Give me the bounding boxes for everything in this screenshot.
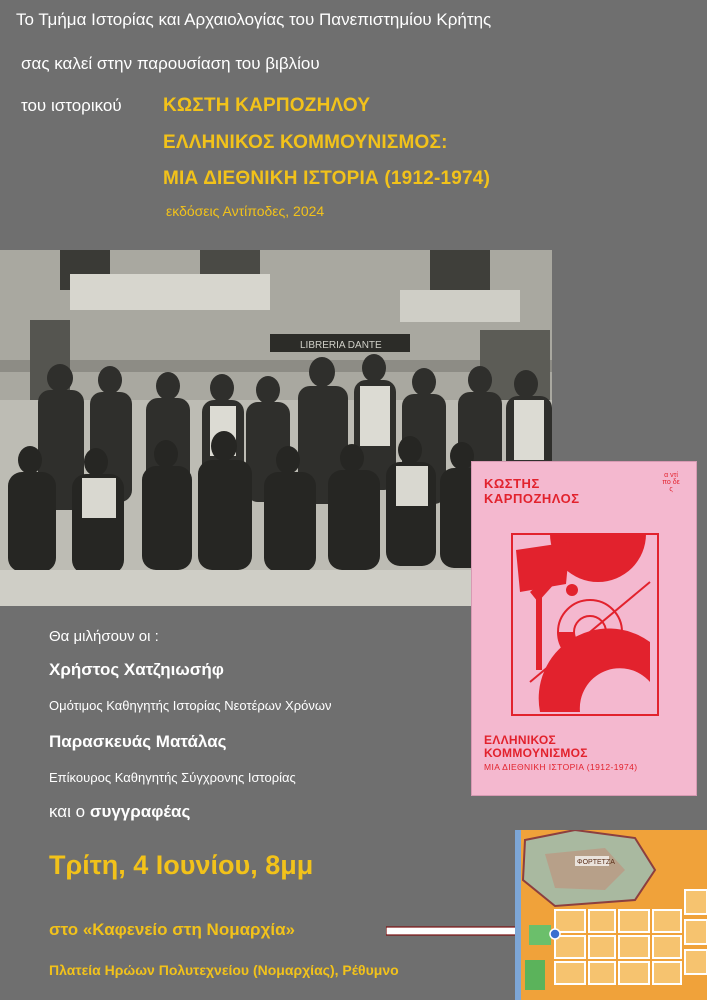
location-map: [515, 830, 707, 1000]
cover-title-line-2: ΚΟΜΜΟΥΝΙΣΜΟΣ: [484, 746, 588, 760]
speaker-1-role: Ομότιμος Καθηγητής Ιστορίας Νεοτέρων Χρόνων: [49, 698, 332, 713]
book-cover: [472, 462, 696, 795]
publisher-logo: α ντί πο δε ς: [662, 472, 680, 493]
closing-line: [49, 802, 190, 822]
book-title-line-1: ΕΛΛΗΝΙΚΟΣ ΚΟΜΜΟΥΝΙΣΜΟΣ:: [163, 132, 448, 153]
book-title-line-2: ΜΙΑ ΔΙΕΘΝΙΚΗ ΙΣΤΟΡΙΑ (1912-1974): [163, 168, 491, 189]
event-date: Τρίτη, 4 Ιουνίου, 8μμ: [49, 850, 314, 880]
cover-constructivist-art: [510, 532, 660, 717]
historical-group-photo: [0, 250, 552, 606]
intro-line-2: σας καλεί στην παρουσίαση του βιβλίου: [21, 54, 320, 73]
speaker-1-name: Χρήστος Χατζηιωσήφ: [49, 660, 224, 679]
map-fortress-label: ΦΟΡΤΕΤΖΑ: [577, 859, 615, 866]
cover-subtitle: ΜΙΑ ΔΙΕΘΝΙΚΗ ΙΣΤΟΡΙΑ (1912-1974): [484, 762, 638, 772]
closing-bold: συγγραφέας: [89, 802, 191, 821]
photo-shop-sign: LIBRERIA DANTE: [300, 340, 382, 351]
book-publisher: εκδόσεις Αντίποδες, 2024: [166, 203, 325, 219]
cover-title-line-1: ΕΛΛΗΝΙΚΟΣ: [484, 733, 557, 747]
speaker-2-role: Επίκουρος Καθηγητής Σύγχρονης Ιστορίας: [49, 770, 296, 785]
speakers-label: Θα μιλήσουν οι :: [49, 628, 159, 645]
event-venue: στο «Καφενείο στη Νομαρχία»: [49, 920, 295, 939]
cover-title: [484, 734, 588, 760]
closing-prefix: και ο: [49, 802, 86, 821]
cover-author: [484, 476, 580, 506]
intro-line-3-prefix: του ιστορικού: [21, 96, 122, 115]
speaker-2-name: Παρασκευάς Ματάλας: [49, 732, 227, 751]
cover-author-line-1: ΚΩΣΤΗΣ: [484, 476, 540, 491]
event-address: Πλατεία Ηρώων Πολυτεχνείου (Νομαρχίας), Ρέθυμνο: [49, 962, 399, 978]
intro-line-1: Το Τμήμα Ιστορίας και Αρχαιολογίας του Πανεπιστημίου Κρήτης: [16, 10, 492, 29]
book-author: ΚΩΣΤΗ ΚΑΡΠΟΖΗΛΟΥ: [163, 95, 371, 116]
cover-author-line-2: ΚΑΡΠΟΖΗΛΟΣ: [484, 491, 580, 506]
